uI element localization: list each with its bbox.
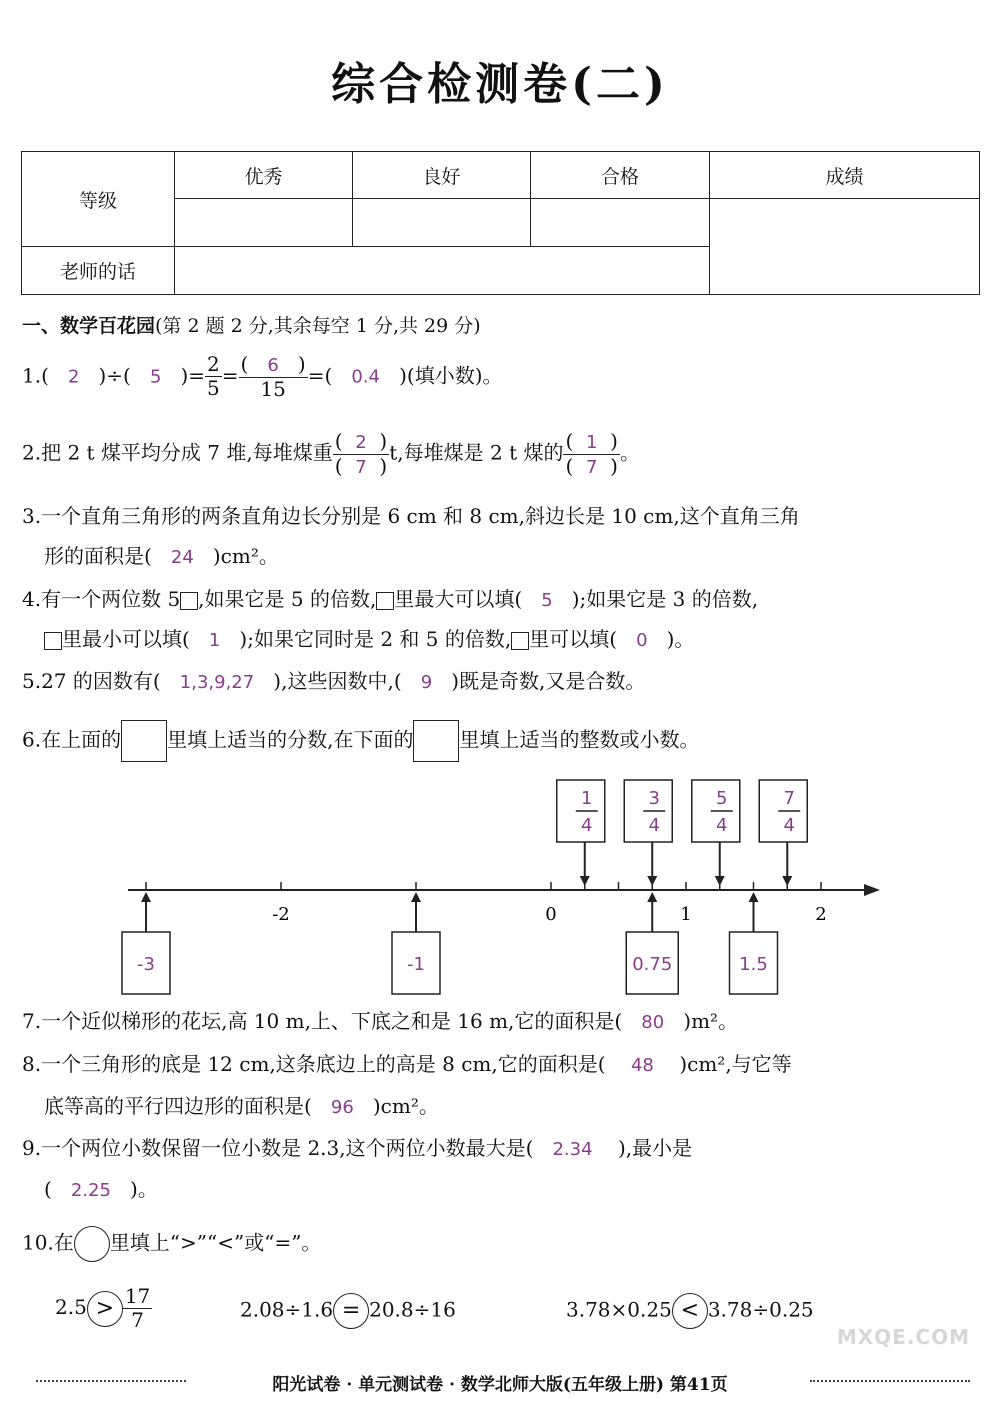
score-header: 成绩: [710, 152, 980, 199]
question-3-line-1: 3.一个直角三角形的两条直角边长分别是 6 cm 和 8 cm,斜边长是 10 cm,这个直角三角: [22, 504, 800, 528]
pass-header: 合格: [531, 152, 710, 199]
axis-label: -2: [272, 904, 290, 925]
comparison-2: 2.08÷1.6 = 20.8÷16: [240, 1293, 456, 1329]
teacher-cell: [175, 247, 710, 295]
question-10: 10.在 里填上“>”“<”或“=”。: [22, 1226, 321, 1262]
q1-fraction: $\frac{2}{5}$: [207, 352, 220, 401]
q3-answer: 24: [170, 547, 194, 568]
axis-arrow: [864, 884, 880, 896]
section-header: [22, 316, 481, 338]
score-cell: [710, 199, 980, 295]
q1-answer-fraction: $\frac{( 6 )}{15}$: [240, 352, 306, 401]
q2-answer-2: $\frac{( 1 )}{( 7 )}$: [565, 429, 618, 478]
q7-answer: 80: [641, 1012, 665, 1033]
q1-answer-1: 2: [67, 366, 80, 388]
q8-answer-1: 48: [630, 1055, 654, 1076]
q4-answer-2: 1: [208, 630, 221, 651]
question-5: 5.27 的因数有( 1,3,9,27 ),这些因数中,( 9 )既是奇数,又是合数。: [22, 669, 646, 693]
q5-answer-2: 9: [420, 672, 433, 693]
compare-sign-3: <: [672, 1293, 708, 1329]
axis-label: 0: [545, 904, 557, 925]
teacher-label: 老师的话: [22, 247, 175, 295]
q8-answer-2: 96: [330, 1097, 354, 1118]
q5-answer-1: 1,3,9,27: [179, 672, 255, 693]
good-cell: [353, 199, 531, 247]
bottom-value-label: -3: [137, 954, 155, 975]
question-8-line-1: 8.一个三角形的底是 12 cm,这条底边上的高是 8 cm,它的面积是( 48 )cm²,与它等: [22, 1052, 792, 1076]
q4-answer-3: 0: [636, 630, 648, 651]
number-line: [0, 770, 1000, 1000]
pass-cell: [531, 199, 710, 247]
question-2: 2.把 2 t 煤平均分成 7 堆,每堆煤重 $\frac{( 2 )}{( 7 )}$ t,每堆煤是 2 t 煤的 $\frac{( 1 )}{( 7 )}$ 。: [22, 429, 640, 478]
bottom-value-label: 1.5: [739, 954, 768, 975]
bottom-arrow-head: [411, 892, 421, 902]
page-title: 综合检测卷(二): [331, 59, 669, 110]
question-9-line-2: ( 2.25 )。: [44, 1177, 158, 1201]
comparison-3: 3.78×0.25 < 3.78÷0.25: [566, 1293, 814, 1329]
top-fraction-denominator: 4: [716, 815, 728, 836]
question-1: 1.( 2 )÷( 5 )= $\frac{2}{5}$ = $\frac{( 6 )}{15}$ =( 0.4 )(填小数)。: [22, 352, 503, 401]
top-fraction-numerator: 7: [783, 788, 795, 809]
q4-answer-1: 5: [541, 590, 553, 611]
top-fraction-numerator: 5: [716, 788, 728, 809]
bottom-value-label: 0.75: [632, 954, 673, 975]
top-arrow-head: [580, 876, 590, 886]
top-arrow-head: [647, 876, 657, 886]
top-fraction-numerator: 1: [581, 788, 593, 809]
q9-answer-1: 2.34: [552, 1139, 593, 1160]
q9-answer-2: 2.25: [70, 1180, 111, 1201]
level-label: 等级: [22, 152, 175, 247]
watermark: MXQE.COM: [836, 1325, 970, 1349]
top-fraction-numerator: 3: [648, 788, 660, 809]
compare-sign-2: =: [333, 1293, 369, 1329]
q1-answer-2: 5: [149, 366, 162, 388]
top-arrow-head: [715, 876, 725, 886]
section-title: 一、数学百花园: [22, 315, 156, 337]
good-header: 良好: [353, 152, 531, 199]
q2-answer-1: $\frac{( 2 )}{( 7 )}$: [334, 429, 388, 478]
grade-table: [21, 151, 980, 295]
axis-label: 1: [680, 904, 692, 925]
bottom-arrow-head: [647, 892, 657, 902]
question-8-line-2: 底等高的平行四边形的面积是( 96 )cm²。: [44, 1094, 439, 1118]
question-4-line-2: 里最小可以填( 1 );如果它同时是 2 和 5 的倍数, 里可以填( 0 )。: [44, 628, 694, 652]
question-6: 6.在上面的 里填上适当的分数,在下面的 里填上适当的整数或小数。: [22, 720, 699, 762]
footer-text: 阳光试卷 · 单元测试卷 · 数学北师大版(五年级上册) 第41页: [272, 1375, 728, 1395]
bottom-value-label: -1: [407, 954, 425, 975]
section-note: (第 2 题 2 分,其余每空 1 分,共 29 分): [155, 315, 481, 337]
comparison-1: 2.5 > $\frac{17}{7}$: [55, 1284, 151, 1332]
top-fraction-denominator: 4: [648, 815, 660, 836]
top-fraction-denominator: 4: [581, 815, 593, 836]
question-4-line-1: 4.有一个两位数 5 ,如果它是 5 的倍数, 里最大可以填( 5 );如果它是 3 的倍数,: [22, 587, 759, 611]
question-3-line-2: 形的面积是( 24 )cm²。: [44, 544, 279, 568]
bottom-arrow-head: [749, 892, 759, 902]
q1-answer-4: 0.4: [351, 366, 381, 388]
question-9-line-1: 9.一个两位小数保留一位小数是 2.3,这个两位小数最大是( 2.34 ),最小是: [22, 1136, 693, 1160]
top-fraction-denominator: 4: [783, 815, 795, 836]
excellent-header: 优秀: [175, 152, 353, 199]
axis-label: 2: [815, 904, 827, 925]
question-7: 7.一个近似梯形的花坛,高 10 m,上、下底之和是 16 m,它的面积是( 80 )m²。: [22, 1009, 739, 1033]
excellent-cell: [175, 199, 353, 247]
bottom-arrow-head: [141, 892, 151, 902]
top-arrow-head: [782, 876, 792, 886]
compare-sign-1: >: [87, 1291, 123, 1327]
